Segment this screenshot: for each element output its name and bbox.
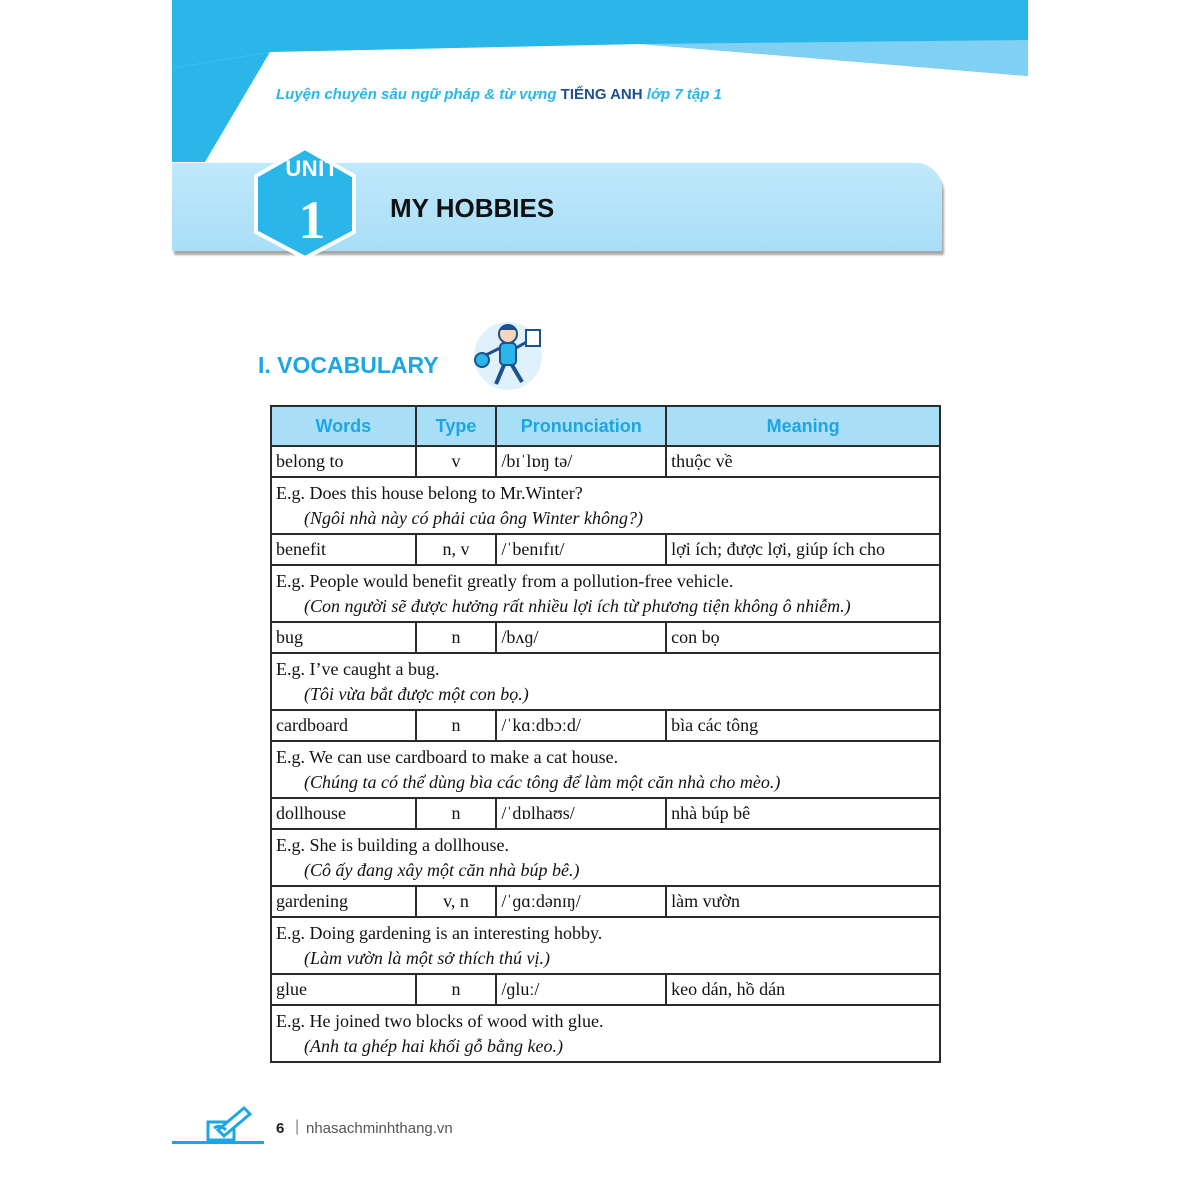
website-link[interactable]: nhasachminhthang.vn <box>306 1120 453 1137</box>
pronunciation-cell: /ˈkɑːdbɔːd/ <box>496 710 666 741</box>
example-cell <box>271 1005 940 1062</box>
example-row <box>271 829 940 886</box>
word-cell: belong to <box>271 446 416 477</box>
example-translation: (Tôi vừa bắt được một con bọ.) <box>304 683 529 704</box>
table-row <box>271 886 940 917</box>
example-cell <box>271 741 940 798</box>
header-type: Type <box>416 406 497 446</box>
pronunciation-cell: /ˈɡɑːdənɪŋ/ <box>496 886 666 917</box>
footer-separator: | <box>295 1118 300 1135</box>
word-cell: cardboard <box>271 710 416 741</box>
example-cell <box>271 653 940 710</box>
example-translation: (Ngôi nhà này có phải của ông Winter không?) <box>304 507 643 528</box>
example-row <box>271 477 940 534</box>
table-row <box>271 710 940 741</box>
example-sentence: E.g. I’ve caught a bug. <box>276 658 440 679</box>
example-cell <box>271 829 940 886</box>
header-background <box>0 0 1200 170</box>
header-meaning: Meaning <box>666 406 940 446</box>
example-row <box>271 653 940 710</box>
example-translation: (Anh ta ghép hai khối gỗ bằng keo.) <box>304 1035 563 1056</box>
type-cell: n <box>416 974 497 1005</box>
section-heading: I. VOCABULARY <box>258 352 439 378</box>
meaning-cell: keo dán, hồ dán <box>666 974 940 1005</box>
example-translation: (Cô ấy đang xây một căn nhà búp bê.) <box>304 859 580 880</box>
unit-title: MY HOBBIES <box>390 193 555 223</box>
type-cell: v <box>416 446 497 477</box>
table-row <box>271 534 940 565</box>
example-translation: (Con người sẽ được hưởng rất nhiều lợi ích từ phương tiện không ô nhiễm.) <box>304 595 851 616</box>
table-row <box>271 798 940 829</box>
series-title: Luyện chuyên sâu ngữ pháp & từ vựng TIẾNG ANH lớp 7 tập 1 <box>276 86 722 103</box>
pencil-hand-icon <box>204 1104 254 1144</box>
example-sentence: E.g. We can use cardboard to make a cat house. <box>276 746 619 767</box>
unit-number: 1 <box>298 190 326 250</box>
example-sentence: E.g. Does this house belong to Mr.Winter? <box>276 482 583 503</box>
type-cell: n <box>416 710 497 741</box>
type-cell: n, v <box>416 534 497 565</box>
meaning-cell: làm vườn <box>666 886 940 917</box>
type-cell: v, n <box>416 886 497 917</box>
word-cell: gardening <box>271 886 416 917</box>
word-cell: benefit <box>271 534 416 565</box>
example-translation: (Chúng ta có thể dùng bìa các tông để làm một căn nhà cho mèo.) <box>304 771 781 792</box>
type-cell: n <box>416 798 497 829</box>
type-cell: n <box>416 622 497 653</box>
example-cell <box>271 477 940 534</box>
meaning-cell: nhà búp bê <box>666 798 940 829</box>
vocabulary-table <box>270 405 941 1063</box>
header-pronunciation: Pronunciation <box>496 406 666 446</box>
example-sentence: E.g. She is building a dollhouse. <box>276 834 509 855</box>
pronunciation-cell: /bʌɡ/ <box>496 622 666 653</box>
example-translation: (Làm vườn là một sở thích thú vị.) <box>304 947 551 968</box>
example-row <box>271 917 940 974</box>
meaning-cell: lợi ích; được lợi, giúp ích cho <box>666 534 940 565</box>
unit-label: UNIT <box>285 156 339 181</box>
word-cell: glue <box>271 974 416 1005</box>
meaning-cell: con bọ <box>666 622 940 653</box>
example-sentence: E.g. He joined two blocks of wood with glue. <box>276 1010 604 1031</box>
word-cell: dollhouse <box>271 798 416 829</box>
table-header-row <box>271 406 940 446</box>
word-cell: bug <box>271 622 416 653</box>
meaning-cell: bìa các tông <box>666 710 940 741</box>
example-cell <box>271 917 940 974</box>
pronunciation-cell: /ˈdɒlhaʊs/ <box>496 798 666 829</box>
example-row <box>271 565 940 622</box>
meaning-cell: thuộc về <box>666 446 940 477</box>
example-sentence: E.g. People would benefit greatly from a pollution-free vehicle. <box>276 570 734 591</box>
table-row <box>271 974 940 1005</box>
table-row <box>271 622 940 653</box>
mascot-illustration <box>466 316 550 396</box>
header-words: Words <box>271 406 416 446</box>
pronunciation-cell: /ˈbenɪfɪt/ <box>496 534 666 565</box>
page-number: 6 <box>276 1120 285 1137</box>
example-row <box>271 1005 940 1062</box>
example-sentence: E.g. Doing gardening is an interesting hobby. <box>276 922 603 943</box>
pronunciation-cell: /ɡluː/ <box>496 974 666 1005</box>
pronunciation-cell: /bɪˈlɒŋ tə/ <box>496 446 666 477</box>
example-cell <box>271 565 940 622</box>
example-row <box>271 741 940 798</box>
table-row <box>271 446 940 477</box>
